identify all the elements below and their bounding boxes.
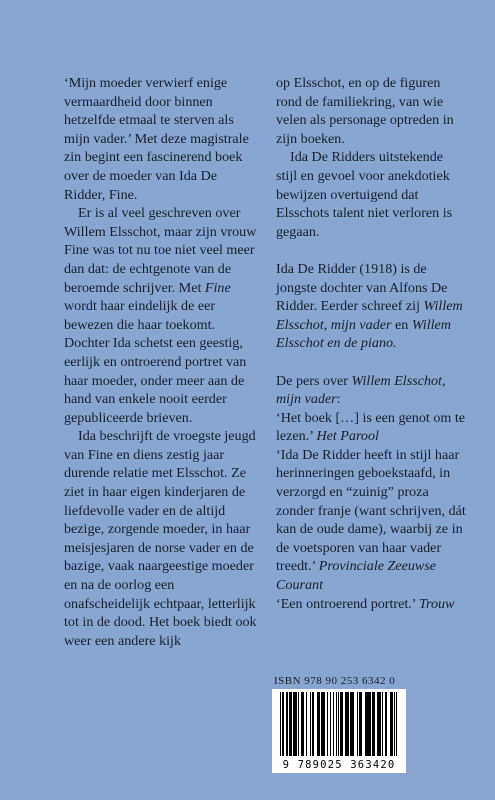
barcode-bar — [396, 692, 397, 756]
text-paragraph — [276, 409, 466, 446]
body-text: ‘Ida De Ridder heeft in stijl haar herinneringen geboekstaafd, in verzorgd en “zuinig” proza zonder franje (want schrijven, dát kan de oude dame), waarbij ze in de voetsporen van haar vader treedt.’ — [276, 446, 466, 575]
body-text: ‘Een ontroerend portret.’ — [276, 595, 419, 612]
paragraph-spacer — [276, 241, 466, 260]
text-paragraph — [64, 427, 259, 650]
italic-text: Willem Elsschot en de piano. — [276, 316, 451, 352]
text-paragraph — [64, 74, 259, 204]
text-paragraph — [276, 446, 466, 595]
body-text: ‘Het boek […] is een genot om te lezen.’ — [276, 409, 466, 445]
body-text: wordt haar eindelijk de eer bewezen die haar toekomt. Dochter Ida schetst een geestig, eerlijk en ontroerend portret van haar moeder, onder meer aan de hand van enkele nooit eerder gepubliceerde brieven. — [64, 298, 247, 426]
body-text: Ida beschrijft de vroegste jeugd van Fine en diens zestig jaar durende relatie met Elsschot. Ze ziet in haar eigen kinderjaren de liefdevolle vader en de altijd bezige, zorgende moeder, in haar meisjesjaren de norse vader en de bazige, vaak naargeestige moeder en na de oorlog een onafscheidelijk echtpaar, letterlijk tot in de dood. Het boek biedt ook weer een andere kijk — [64, 428, 257, 649]
left-text-column — [64, 74, 259, 650]
paragraph-spacer — [276, 353, 466, 372]
text-paragraph — [64, 204, 259, 427]
italic-text: Het Parool — [316, 428, 379, 445]
barcode-digits: 9 789025 363420 — [282, 759, 396, 771]
barcode-bars — [280, 692, 398, 756]
italic-text: Fine — [204, 279, 231, 296]
body-text: Ida De Ridder (1918) is de jongste dochter van Alfons De Ridder. Eerder schreef zij — [276, 260, 448, 315]
body-text: De pers over — [276, 372, 352, 389]
text-paragraph — [276, 260, 466, 353]
body-text: : — [336, 391, 341, 408]
text-paragraph — [276, 372, 466, 409]
body-text: op Elsschot, en op de figuren rond de familiekring, van wie velen als personage optreden in zijn boeken. — [276, 75, 454, 147]
text-paragraph — [276, 595, 466, 614]
isbn-label: ISBN 978 90 253 6342 0 — [274, 675, 396, 687]
body-text: en — [391, 316, 412, 333]
italic-text: Willem Elsschot, mijn vader — [276, 298, 463, 333]
italic-text: Willem Elsschot, mijn vader — [276, 372, 446, 408]
body-text: Ida De Ridders uitstekende stijl en gevoel voor anekdotiek bewijzen overtuigend dat Elsschots talent niet verloren is gegaan. — [276, 149, 453, 240]
text-paragraph — [276, 74, 466, 148]
body-text: ‘Mijn moeder verwierf enige vermaardheid door binnen hetzelfde etmaal te sterven als mijn vader.’ Met deze magistrale zin begint een fascinerend boek over de moeder van Ida De Ridder, Fine. — [64, 75, 249, 203]
italic-text: Trouw — [418, 595, 455, 612]
italic-text: Provinciale Zeeuwse Courant — [276, 558, 437, 594]
barcode — [272, 689, 406, 773]
body-text: Er is al veel geschreven over Willem Elsschot, maar zijn vrouw Fine was tot nu toe niet veel meer dan dat: de echtgenote van de beroemde schrijver. Met — [64, 205, 257, 296]
text-paragraph — [276, 148, 466, 241]
right-text-column — [276, 74, 466, 613]
